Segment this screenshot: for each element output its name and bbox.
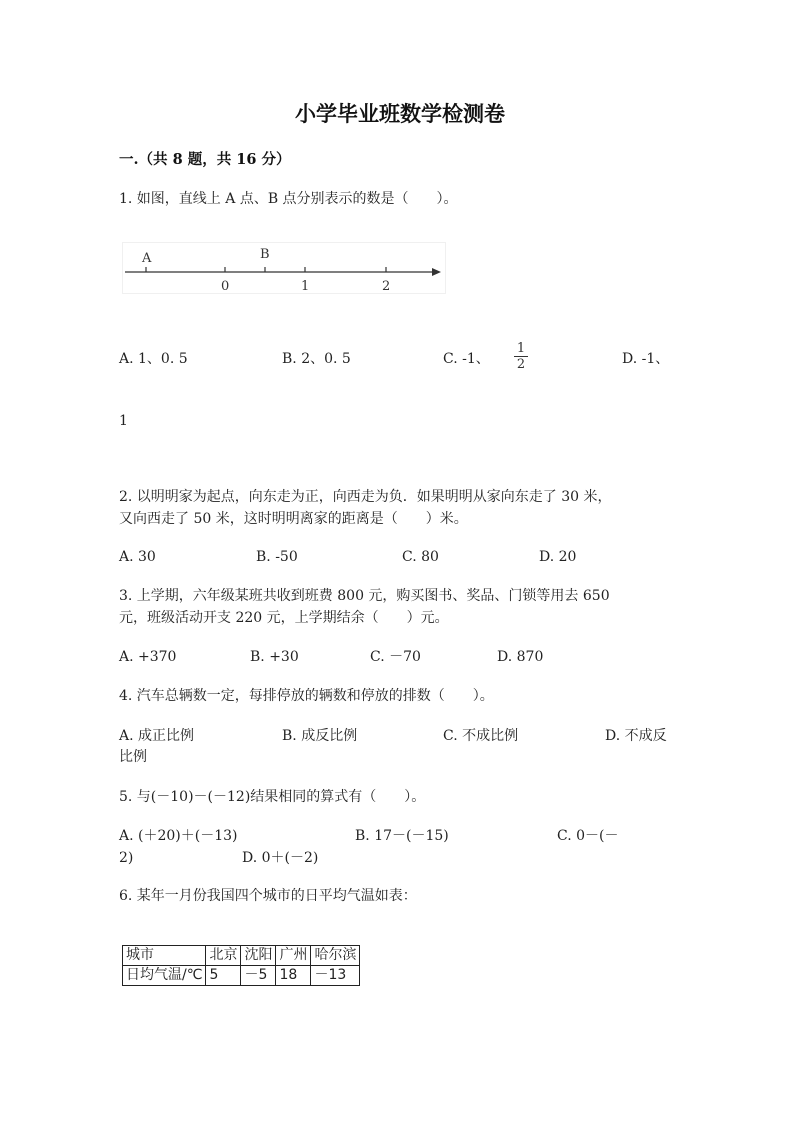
page-title: 小学毕业班数学检测卷 [295,101,505,126]
question-6-stem: 6. 某年一月份我国四个城市的日平均气温如表： [119,888,417,904]
table-row [123,966,360,986]
q3-option-b: B. +30 [250,649,299,665]
table-cell: 广州 [276,946,311,966]
q4-option-c: C. 不成比例 [443,728,519,744]
table-cell: 哈尔滨 [311,946,360,966]
q1-option-d-wrap: 1 [119,413,128,429]
number-line-svg [123,243,445,293]
tick-label-1: 1 [301,279,310,293]
number-line-arrow [432,268,441,276]
table-cell: 5 [206,966,241,986]
q2-option-c: C. 80 [402,549,439,565]
fraction-numerator: 1 [516,341,526,356]
table-header-row [123,946,360,966]
section-heading: 一.（共 8 题，共 16 分） [119,151,291,168]
q5-option-c-wrap: 2) [119,850,134,866]
number-line-figure [122,242,446,294]
table-cell: 城市 [123,946,206,966]
question-3-line-2: 元，班级活动开支 220 元，上学期结余（ ）元。 [119,610,449,626]
question-2-line-1: 2. 以明明家为起点，向东走为正，向西走为负．如果明明从家向东走了 30 米， [119,489,612,505]
question-4-stem: 4. 汽车总辆数一定，每排停放的辆数和停放的排数（ ）。 [119,688,494,704]
q1-option-b: B. 2、0. 5 [282,351,351,367]
q3-option-a: A. +370 [119,649,177,665]
q5-option-b: B. 17－(－15) [355,828,449,844]
q1-option-d: D. -1、 [622,351,670,367]
q5-option-d: D. 0＋(－2) [242,850,319,866]
q1-option-c: C. -1、 [443,351,490,367]
point-a-label: A [142,251,152,266]
table-cell: 沈阳 [241,946,276,966]
temperature-table [122,945,360,986]
question-5-stem: 5. 与(－10)－(－12)结果相同的算式有（ ）。 [119,789,426,805]
q5-option-c: C. 0－(－ [557,828,619,844]
q4-option-d-wrap: 比例 [119,749,147,765]
table-cell: －13 [311,966,360,986]
q1-option-a: A. 1、0. 5 [119,351,188,367]
point-b-label: B [260,247,270,262]
q2-option-d: D. 20 [539,549,577,565]
q2-option-b: B. -50 [256,549,298,565]
q4-option-b: B. 成反比例 [282,728,358,744]
q5-option-a: A. (＋20)＋(－13) [119,828,238,844]
q2-option-a: A. 30 [119,549,156,565]
tick-label-2: 2 [382,279,391,293]
q4-option-d: D. 不成反 [605,728,667,744]
table-cell: 18 [276,966,311,986]
table-cell: －5 [241,966,276,986]
table-cell: 日均气温/℃ [123,966,206,986]
table-cell: 北京 [206,946,241,966]
tick-label-0: 0 [221,279,230,293]
question-2-line-2: 又向西走了 50 米，这时明明离家的距离是（ ）米。 [119,511,468,527]
fraction-denominator: 2 [516,357,526,372]
question-1-stem: 1. 如图，直线上 A 点、B 点分别表示的数是（ ）。 [119,191,458,207]
q1-option-c-fraction [514,342,528,371]
q3-option-c: C. －70 [370,649,421,665]
question-3-line-1: 3. 上学期，六年级某班共收到班费 800 元，购买图书、奖品、门锁等用去 650 [119,588,610,604]
q3-option-d: D. 870 [497,649,544,665]
q4-option-a: A. 成正比例 [119,728,195,744]
